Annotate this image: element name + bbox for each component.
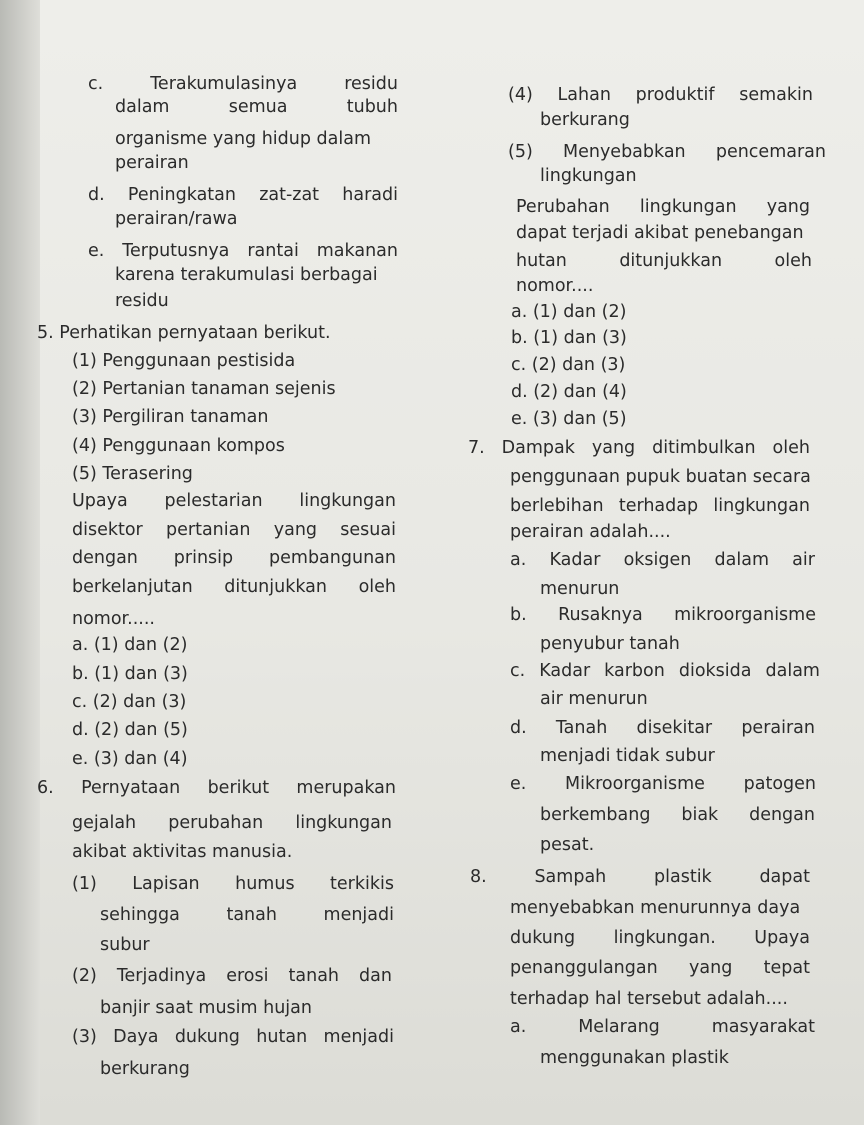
text-line-right-i5b: lingkungan <box>540 166 637 186</box>
word: dukung <box>510 928 576 948</box>
text-line-right-q8-l1 <box>470 866 810 888</box>
word: lingkungan <box>639 197 737 217</box>
word: dukung <box>174 1027 240 1047</box>
text-line-right-q7-a2: menurun <box>540 579 620 599</box>
word: yang <box>766 197 810 217</box>
word: merupakan <box>296 778 396 798</box>
text-line-right-q8-a1 <box>510 1016 815 1038</box>
word: berlebihan <box>510 496 604 516</box>
word: (4) <box>508 85 533 105</box>
word: yang <box>273 520 318 540</box>
word: plastik <box>654 867 712 887</box>
text-line-right-i4b: berkurang <box>540 110 630 130</box>
word: ditunjukkan <box>619 251 723 271</box>
text-line-left-q5-items-4: (5) Terasering <box>72 464 193 484</box>
word: Terakumulasinya <box>150 74 298 94</box>
text-line-left-e2: karena terakumulasi berbagai <box>115 265 378 285</box>
word: humus <box>235 874 295 894</box>
text-line-right-q6-opts-4: e. (3) dan (5) <box>511 409 627 429</box>
word: Daya <box>113 1027 159 1047</box>
word: sehingga <box>100 905 180 925</box>
word: b. <box>510 605 527 625</box>
word: Lahan <box>557 85 611 105</box>
word: pembangunan <box>269 548 396 568</box>
word: lingkungan. <box>613 928 716 948</box>
text-line-right-q8-a2: menggunakan plastik <box>540 1048 729 1068</box>
text-line-left-q6-2b: banjir saat musim hujan <box>100 998 312 1018</box>
word: terhadap <box>618 496 699 516</box>
text-line-left-q5-items-3: (4) Penggunaan kompos <box>72 436 285 456</box>
word: pertanian <box>166 520 251 540</box>
text-line-right-q7-d1 <box>510 717 815 739</box>
word: haradi <box>342 185 398 205</box>
word: yang <box>689 958 733 978</box>
word: 7. <box>468 438 485 458</box>
word: (5) <box>508 142 533 162</box>
text-line-right-q7-c2: air menurun <box>540 689 648 709</box>
word: penanggulangan <box>510 958 658 978</box>
word: zat-zat <box>259 185 320 205</box>
word: yang <box>591 438 636 458</box>
word: sesuai <box>340 520 396 540</box>
text-line-right-q7-b2: penyubur tanah <box>540 634 680 654</box>
text-line-left-q6-l3: akibat aktivitas manusia. <box>72 842 293 862</box>
word: Lapisan <box>132 874 200 894</box>
word: (3) <box>72 1027 97 1047</box>
text-line-left-q5-items-0: (1) Penggunaan pestisida <box>72 351 296 371</box>
word: pencemaran <box>715 142 826 162</box>
word: semua <box>228 97 288 117</box>
text-line-right-q6-opts-1: b. (1) dan (3) <box>511 328 627 348</box>
word: prinsip <box>173 548 234 568</box>
word: berikut <box>207 778 270 798</box>
word: residu <box>344 74 398 94</box>
word: e. <box>88 241 105 261</box>
text-line-right-q7-l2: penggunaan pupuk buatan secara <box>510 467 811 487</box>
word: lingkungan <box>295 813 392 833</box>
text-line-left-q5-items-2: (3) Pergiliran tanaman <box>72 407 269 427</box>
word: Perubahan <box>516 197 610 217</box>
word: tanah <box>288 966 340 986</box>
word: air <box>792 550 815 570</box>
word: disektor <box>72 520 143 540</box>
word: gejalah <box>72 813 137 833</box>
text-line-right-q6-opts-0: a. (1) dan (2) <box>511 302 627 322</box>
word: Menyebabkan <box>562 142 686 162</box>
word: Pernyataan <box>81 778 181 798</box>
word: Melarang <box>578 1017 660 1037</box>
text-line-left-q5-opts-0: a. (1) dan (2) <box>72 635 188 655</box>
text-line-right-s1 <box>516 196 810 218</box>
text-line-left-q5-opts-1: b. (1) dan (3) <box>72 664 188 684</box>
text-line-right-q8-l3 <box>510 927 810 949</box>
word: oleh <box>774 251 812 271</box>
word: Dampak <box>501 438 575 458</box>
word: disekitar <box>636 718 713 738</box>
word: dapat <box>759 867 810 887</box>
word: menjadi <box>323 905 394 925</box>
word: c. <box>510 661 526 681</box>
text-line-left-q5-opts-2: c. (2) dan (3) <box>72 692 187 712</box>
word: dioksida <box>678 661 752 681</box>
text-line-right-q8-l4 <box>510 957 810 979</box>
word: (2) <box>72 966 97 986</box>
word: tepat <box>763 958 810 978</box>
word: Rusaknya <box>558 605 643 625</box>
word: hutan <box>516 251 567 271</box>
word: dengan <box>749 805 815 825</box>
word: masyarakat <box>711 1017 815 1037</box>
text-line-right-q6-opts-3: d. (2) dan (4) <box>511 382 627 402</box>
word: lingkungan <box>299 491 396 511</box>
word: Upaya <box>754 928 810 948</box>
word: dan <box>359 966 392 986</box>
text-line-left-q5-opts-4: e. (3) dan (4) <box>72 749 188 769</box>
text-line-right-s3 <box>516 250 812 272</box>
text-line-left-d2: perairan/rawa <box>115 209 238 229</box>
word: (1) <box>72 874 97 894</box>
word: Terputusnya <box>122 241 230 261</box>
text-line-right-s2: dapat terjadi akibat penebangan <box>516 223 804 243</box>
word: a. <box>510 1017 527 1037</box>
word: perubahan <box>168 813 264 833</box>
word: berkelanjutan <box>72 577 193 597</box>
word: berkembang <box>540 805 651 825</box>
word: makanan <box>316 241 398 261</box>
word: c. <box>88 74 104 94</box>
text-line-right-q7-l1 <box>468 437 810 459</box>
word: dalam <box>765 661 820 681</box>
word: 6. <box>37 778 54 798</box>
word: Kadar <box>539 661 591 681</box>
text-line-left-q6-1c: subur <box>100 935 150 955</box>
word: dalam <box>115 97 170 117</box>
text-line-left-q5-opts-3: d. (2) dan (5) <box>72 720 188 740</box>
text-line-right-q7-e3: pesat. <box>540 835 595 855</box>
text-line-right-i4a <box>508 84 813 106</box>
word: Kadar <box>549 550 601 570</box>
word: tubuh <box>346 97 398 117</box>
word: a. <box>510 550 527 570</box>
word: erosi <box>226 966 269 986</box>
word: d. <box>510 718 527 738</box>
word: dalam <box>714 550 769 570</box>
word: produktif <box>635 85 715 105</box>
text-line-right-q8-l2: menyebabkan menurunnya daya <box>510 898 801 918</box>
text-line-right-q7-b1 <box>510 604 816 626</box>
word: Sampah <box>534 867 607 887</box>
word: dengan <box>72 548 138 568</box>
word: Mikroorganisme <box>565 774 705 794</box>
word: mikroorganisme <box>674 605 816 625</box>
word: lingkungan <box>713 496 810 516</box>
text-line-left-q5-l5: nomor..... <box>72 609 155 629</box>
word: menjadi <box>323 1027 394 1047</box>
word: tanah <box>226 905 277 925</box>
word: karbon <box>604 661 665 681</box>
word: ditunjukkan <box>224 577 327 597</box>
text-line-left-q6-3b: berkurang <box>100 1059 190 1079</box>
word: patogen <box>743 774 816 794</box>
text-line-right-q7-l4: perairan adalah.... <box>510 522 671 542</box>
text-line-right-q6-opts-2: c. (2) dan (3) <box>511 355 626 375</box>
word: Terjadinya <box>116 966 207 986</box>
text-line-left-q5-items-1: (2) Pertanian tanaman sejenis <box>72 379 336 399</box>
word: biak <box>681 805 719 825</box>
text-line-right-s4: nomor.... <box>516 276 594 296</box>
word: Peningkatan <box>127 185 236 205</box>
word: d. <box>88 185 105 205</box>
word: rantai <box>247 241 299 261</box>
word: e. <box>510 774 527 794</box>
text-line-right-q7-d2: menjadi tidak subur <box>540 746 715 766</box>
word: oleh <box>358 577 396 597</box>
word: oleh <box>772 438 810 458</box>
word: oksigen <box>623 550 692 570</box>
word: hutan <box>256 1027 308 1047</box>
word: terkikis <box>330 874 394 894</box>
text-line-right-q7-a1 <box>510 549 815 571</box>
word: Tanah <box>555 718 608 738</box>
word: Upaya <box>72 491 128 511</box>
text-line-right-i5a <box>508 141 826 163</box>
text-line-left-e3: residu <box>115 291 169 311</box>
text-line-right-q7-l3 <box>510 495 810 517</box>
word: perairan <box>741 718 815 738</box>
word: pelestarian <box>164 491 263 511</box>
text-line-right-q8-l5: terhadap hal tersebut adalah.... <box>510 989 788 1009</box>
word: ditimbulkan <box>652 438 756 458</box>
text-line-right-q7-c1 <box>510 660 820 682</box>
text-line-right-q7-e2 <box>540 804 815 826</box>
word: semakin <box>739 85 813 105</box>
text-line-left-c4: perairan <box>115 153 189 173</box>
word: 8. <box>470 867 487 887</box>
text-line-left-c3: organisme yang hidup dalam <box>115 129 372 149</box>
text-line-left-q5: 5. Perhatikan pernyataan berikut. <box>37 323 331 343</box>
text-line-right-q7-e1 <box>510 773 816 795</box>
